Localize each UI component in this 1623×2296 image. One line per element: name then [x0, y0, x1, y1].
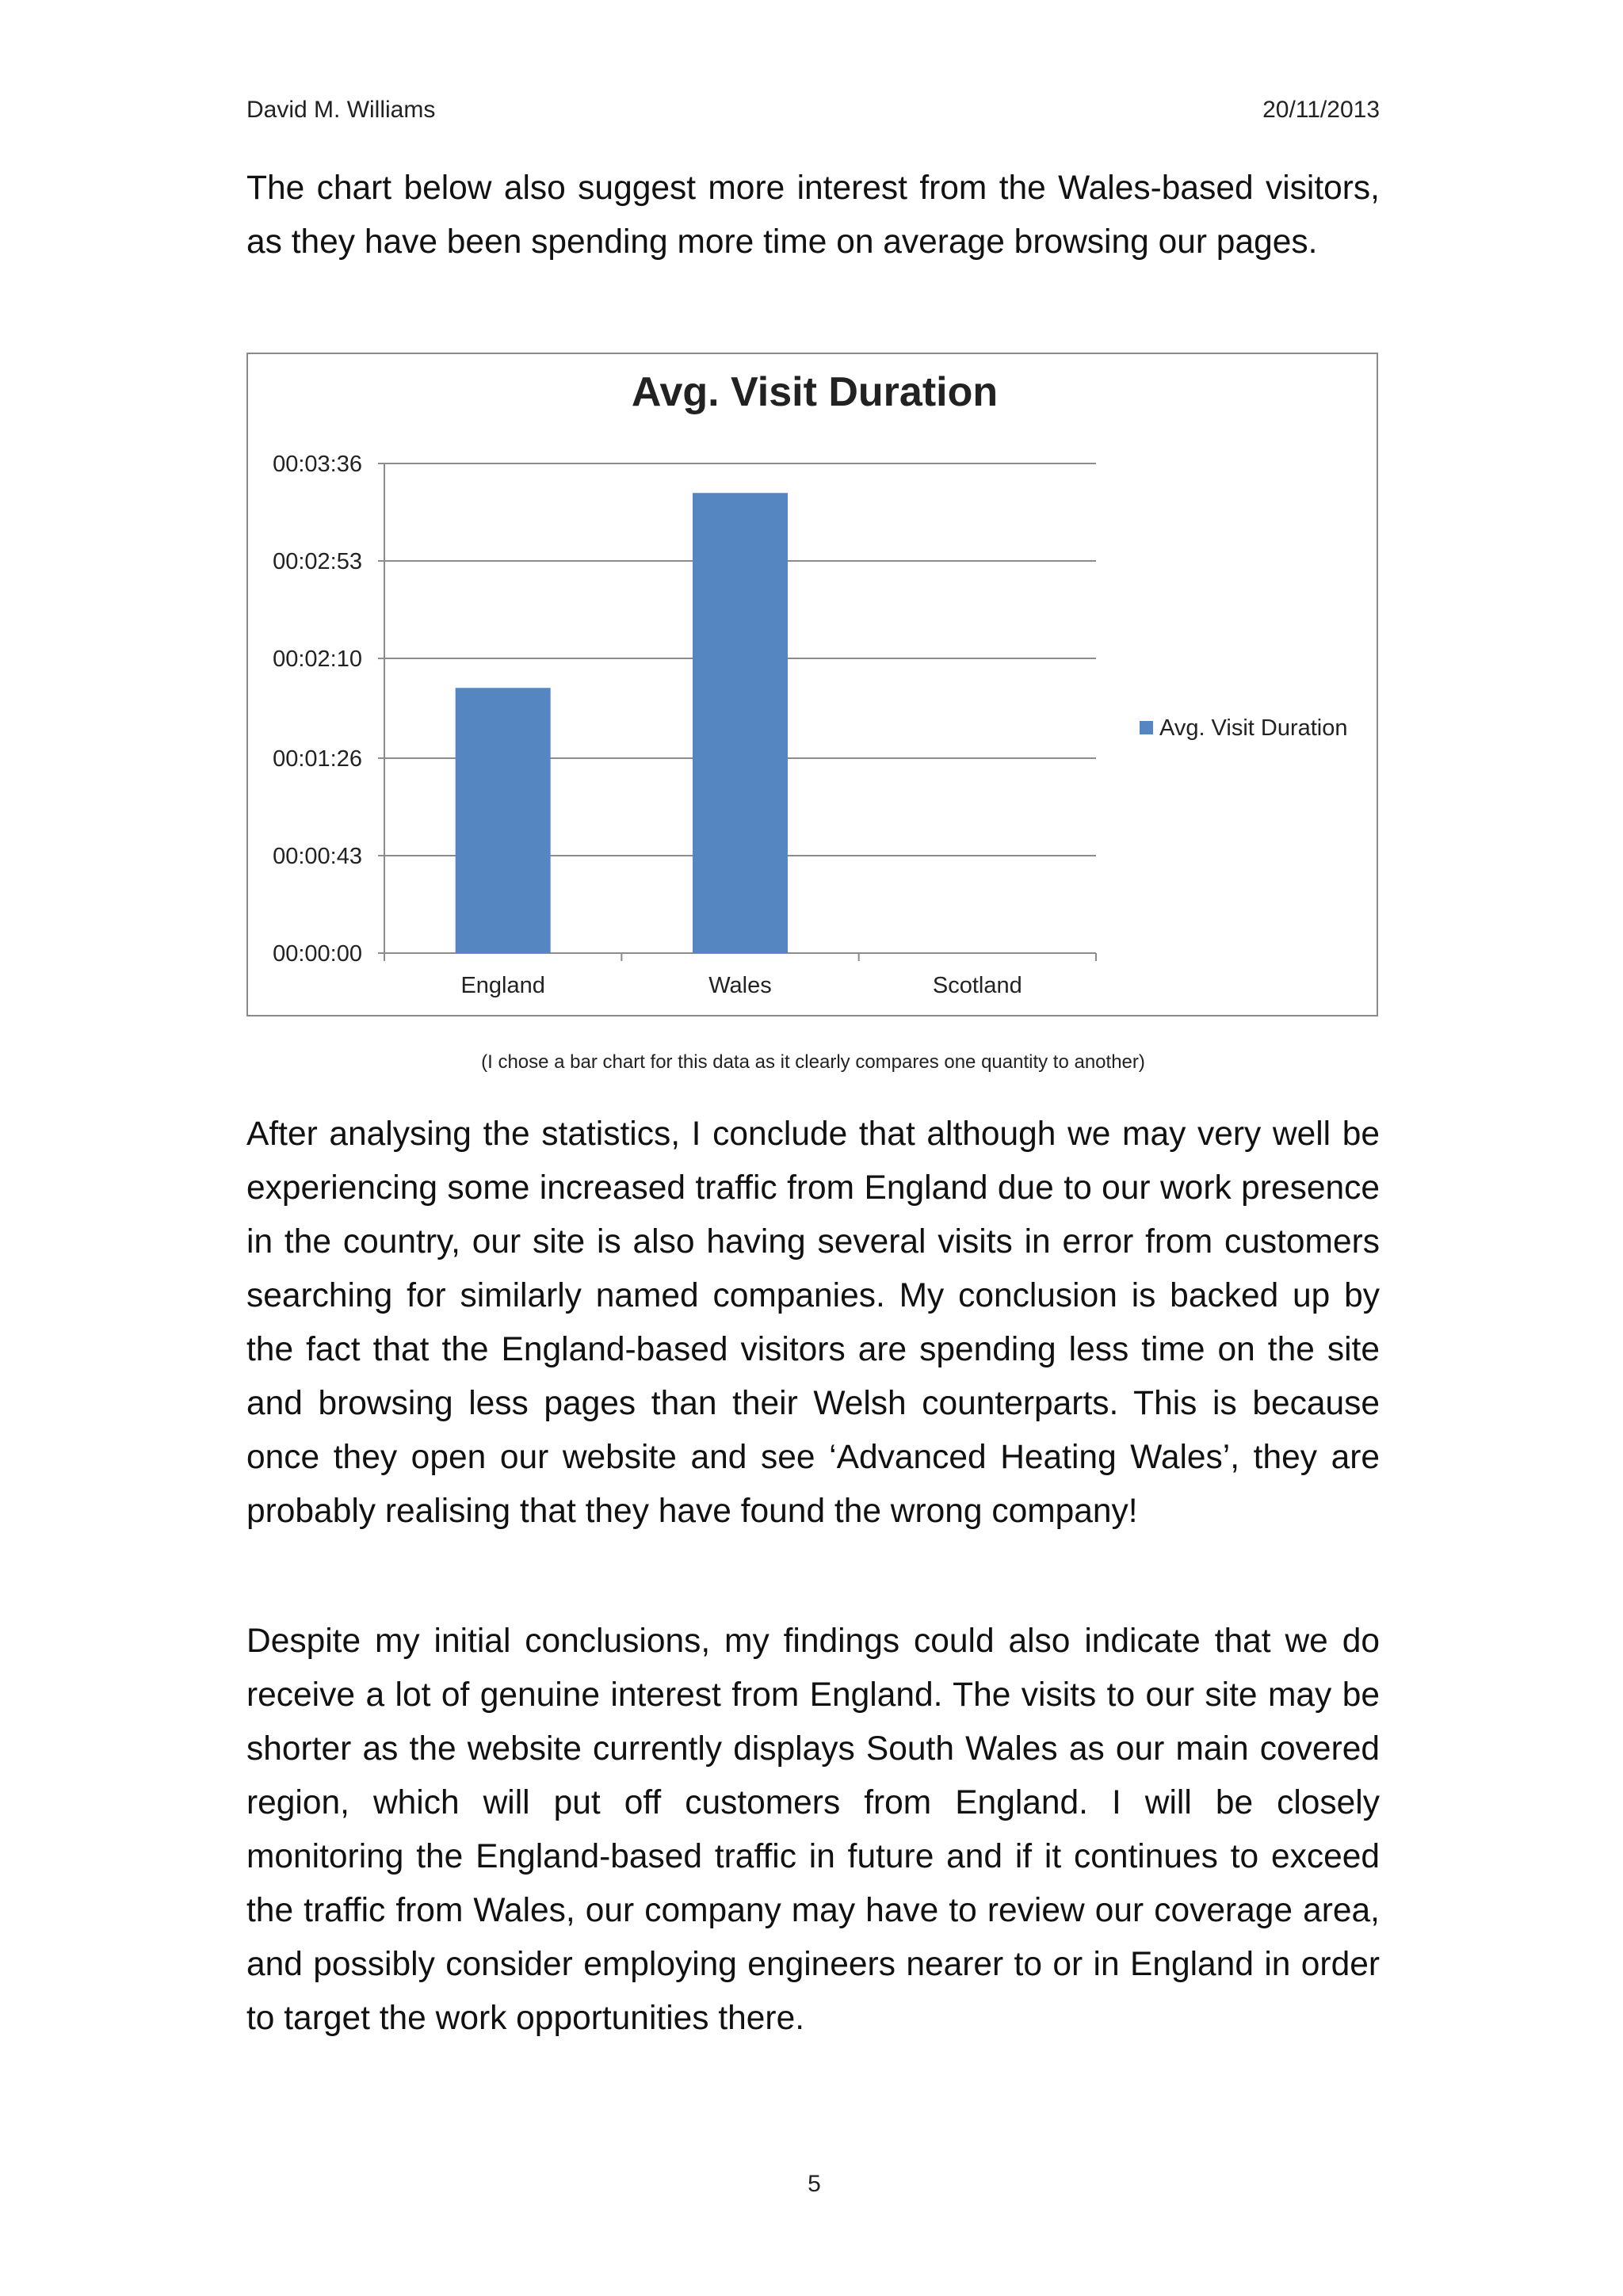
bar-chart: [248, 354, 1377, 1015]
header-date: 20/11/2013: [1262, 97, 1380, 123]
chart-frame: [246, 353, 1378, 1016]
chart-caption: (I chose a bar chart for this data as it clearly compares one quantity to another): [481, 1051, 1145, 1073]
intro-paragraph: The chart below also suggest more interest from the Wales-based visitors, as they have been spending more time on average browsing our pages.: [246, 170, 1380, 261]
chart-bars: [456, 493, 788, 953]
y-tick-label: 00:01:26: [273, 746, 362, 772]
page-number: 5: [808, 2171, 821, 2197]
bar-england: [456, 688, 551, 953]
x-tick-label: England: [460, 973, 545, 998]
bar-wales: [693, 493, 788, 953]
header-author: David M. Williams: [246, 97, 436, 123]
chart-legend: [1140, 715, 1348, 741]
legend-swatch: [1140, 721, 1153, 734]
y-tick-label: 00:02:10: [273, 646, 362, 673]
body-paragraph-2: Despite my initial conclusions, my findings could also indicate that we do receive a lot of genuine interest from England. The visits to our site may be shorter as the website currently displays South Wales as our main covered region, which will put off customers from England. I will be closely monitoring the England-based traffic in future and if it continues to exceed the traffic from Wales, our company may have to review our coverage area, and possibly consider employing engineers nearer to or in England in order to target the work opportunities there.: [246, 1623, 1380, 2037]
x-tick-label: Wales: [708, 973, 772, 998]
y-tick-label: 00:00:00: [273, 941, 362, 967]
y-tick-label: 00:02:53: [273, 549, 362, 575]
legend-label: Avg. Visit Duration: [1159, 715, 1348, 741]
page-header: [246, 97, 1380, 128]
y-tick-label: 00:03:36: [273, 452, 362, 477]
body-paragraph-1: After analysing the statistics, I conclude that although we may very well be experiencing some increased traffic from England due to our work presence in the country, our site is also having several visits in error from customers searching for similarly named companies. My conclusion is backed up by the fact that the England-based visitors are spending less time on the site and browsing less pages than their Welsh counterparts. This is because once they open our website and see ‘Advanced Heating Wales’, they are probably realising that they have found the wrong company!: [246, 1116, 1380, 1530]
y-tick-label: 00:00:43: [273, 843, 362, 869]
x-tick-label: Scotland: [932, 973, 1022, 998]
chart-title: Avg. Visit Duration: [631, 369, 999, 415]
